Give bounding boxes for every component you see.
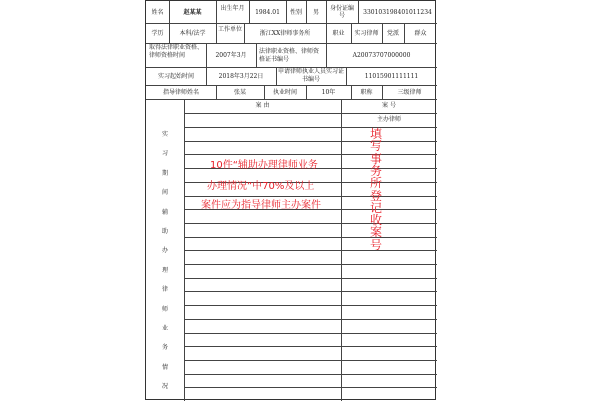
rank-value: 三级律师 — [397, 89, 422, 96]
row-divider — [146, 99, 437, 100]
start-time-label: 实习起始时间 — [157, 73, 194, 80]
side-label-char: 助 — [161, 228, 168, 235]
id-value: 330103198401011234 — [363, 9, 432, 16]
table-row-line — [184, 141, 437, 142]
table-row-line — [184, 223, 437, 224]
gender-label: 性别 — [289, 9, 302, 16]
certificate-number-value: A20073707000000 — [352, 52, 411, 59]
mentor-name-value: 张某 — [233, 89, 246, 96]
certificate-number-label: 法律职业资格、律师资格证书编号 — [259, 48, 320, 63]
annotation-vertical-char: 号 — [369, 238, 382, 252]
side-label-char: 业 — [161, 325, 168, 332]
side-label-char: 况 — [161, 383, 168, 390]
annotation-line-2: 办理情况”中70%及以上 — [207, 181, 315, 192]
work-unit-value: 浙江XX律师事务所 — [259, 30, 311, 37]
work-unit-label: 工作单位 — [218, 26, 243, 33]
table-row-line — [184, 250, 437, 251]
table-row-line — [184, 291, 437, 292]
table-row-line — [184, 154, 437, 155]
case-number-header: 案 号 — [382, 102, 396, 109]
table-row-line — [184, 196, 437, 197]
practice-cert-label: 申请律师执业人员实习证书编号 — [278, 68, 345, 83]
table-row-line — [184, 264, 437, 265]
table-row-line — [184, 346, 437, 347]
name-value: 赵某某 — [183, 9, 202, 16]
table-row-line — [184, 237, 437, 238]
side-label-char: 期 — [161, 170, 168, 177]
id-label: 身份证编号 — [329, 5, 354, 19]
row-divider — [146, 23, 437, 24]
annotation-line-3: 案件应为指导律师主办案件 — [201, 200, 321, 211]
party-value: 群众 — [414, 30, 427, 37]
table-row-line — [184, 319, 437, 320]
table-row-line — [184, 333, 437, 334]
mentor-name-label: 指导律师姓名 — [162, 89, 199, 96]
job-label: 职业 — [332, 30, 345, 37]
table-row-line — [184, 374, 437, 375]
side-label-char: 办 — [161, 247, 168, 254]
table-row-line — [184, 360, 437, 361]
table-row-line — [184, 305, 437, 306]
side-label-char: 师 — [161, 306, 168, 313]
table-row-line — [184, 127, 437, 128]
side-label-char: 间 — [161, 189, 168, 196]
side-label-char: 习 — [161, 150, 168, 157]
side-label-char: 律 — [161, 286, 168, 293]
side-label-char: 理 — [161, 267, 168, 274]
name-label: 姓名 — [151, 9, 164, 16]
annotation-line-1: 10件“辅助办理律师业务 — [210, 160, 318, 171]
birth-value: 1984.01 — [255, 9, 280, 16]
party-label: 党派 — [386, 30, 399, 37]
table-row-line — [184, 387, 437, 388]
rank-label: 职称 — [360, 89, 373, 96]
gender-value: 男 — [312, 9, 319, 16]
annotation-vertical-char: 写 — [369, 139, 382, 153]
annotation-vertical-char: 事 — [369, 152, 382, 166]
qualification-time-label: 取得法律职业资格、律师资格时间 — [149, 44, 204, 59]
job-value: 实习律师 — [354, 30, 379, 37]
lead-lawyer-label: 主办律师 — [376, 116, 401, 123]
education-label: 学历 — [151, 30, 164, 37]
annotation-vertical-char: 记 — [369, 201, 382, 215]
side-label-char: 情 — [161, 364, 168, 371]
row-divider — [184, 113, 437, 114]
table-row-line — [184, 278, 437, 279]
case-cause-header: 案 由 — [255, 102, 270, 109]
annotation-vertical-char: 收 — [369, 213, 382, 227]
practice-years-value: 10年 — [321, 89, 336, 96]
education-value: 本科/法学 — [179, 30, 206, 37]
qualification-time-value: 2007年3月 — [215, 52, 247, 59]
annotation-vertical-char: 登 — [369, 189, 382, 203]
annotation-vertical-char: 案 — [369, 225, 382, 239]
side-label-char: 实 — [161, 131, 168, 138]
annotation-vertical-char: 务 — [369, 164, 382, 178]
annotation-vertical-char: 填 — [369, 127, 382, 141]
start-time-value: 2018年3月22日 — [218, 73, 264, 80]
birth-label: 出生年月 — [220, 5, 245, 12]
side-label-char: 务 — [161, 344, 168, 351]
row-divider — [146, 85, 437, 86]
annotation-vertical-char: 所 — [369, 176, 382, 190]
practice-years-label: 执业时间 — [272, 89, 297, 96]
practice-cert-value: 11015901111111 — [364, 73, 419, 80]
side-label-char: 辅 — [161, 209, 168, 216]
